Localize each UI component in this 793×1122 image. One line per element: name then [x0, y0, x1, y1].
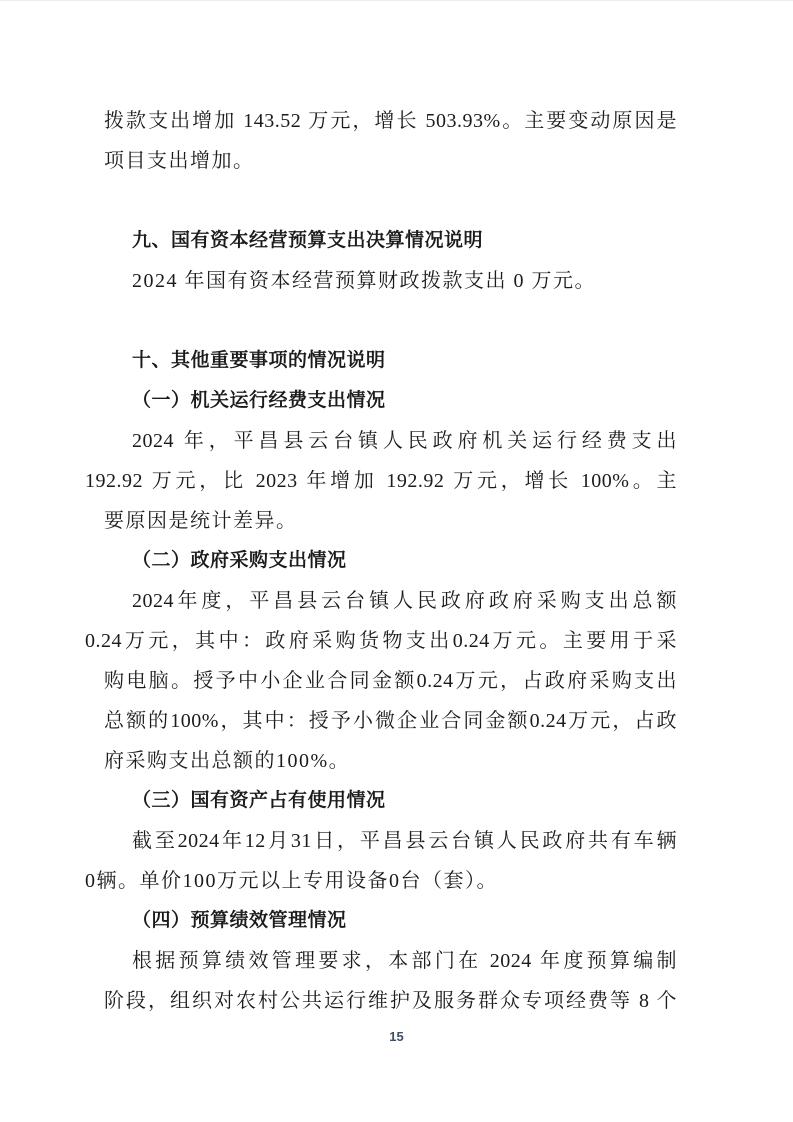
page-number: 15 [389, 1029, 404, 1044]
text-line: 府采购支出总额的100%。 [104, 750, 351, 772]
text-line: 根据预算绩效管理要求，本部门在 2024 年度预算编制 [132, 950, 677, 972]
text-line: 总额的100%，其中：授予小微企业合同金额0.24万元，占政 [104, 710, 677, 732]
section-heading: 十、其他重要事项的情况说明 [132, 350, 386, 371]
text-line: 拨款支出增加 143.52 万元，增长 503.93%。主要变动原因是 [104, 110, 677, 132]
blank-line [104, 181, 677, 221]
text-line: 截至2024年12月31日，平昌县云台镇人民政府共有车辆 [132, 830, 677, 852]
blank-line [104, 301, 677, 341]
section-heading: （三）国有资产占有使用情况 [132, 790, 386, 811]
text-line: 2024 年，平昌县云台镇人民政府机关运行经费支出 [132, 430, 677, 452]
section-heading: （四）预算绩效管理情况 [132, 910, 347, 931]
document-body [85, 101, 677, 1021]
text-line: 0.24万元，其中：政府采购货物支出0.24万元。主要用于采 [85, 630, 677, 652]
text-line: 192.92 万元，比 2023 年增加 192.92 万元，增长 100%。主 [85, 470, 677, 492]
text-line: 2024 年国有资本经营预算财政拨款支出 0 万元。 [132, 270, 596, 292]
text-line: 2024年度，平昌县云台镇人民政府政府采购支出总额 [132, 590, 677, 612]
text-line: 阶段，组织对农村公共运行维护及服务群众专项经费等 8 个 [104, 990, 677, 1012]
text-line: 0辆。单价100万元以上专用设备0台（套）。 [85, 870, 498, 892]
text-line: 项目支出增加。 [104, 150, 255, 172]
section-heading: 九、国有资本经营预算支出决算情况说明 [132, 230, 484, 251]
section-heading: （二）政府采购支出情况 [132, 550, 347, 571]
text-line: 购电脑。授予中小企业合同金额0.24万元，占政府采购支出 [104, 670, 677, 692]
text-line: 要原因是统计差异。 [104, 510, 298, 532]
section-heading: （一）机关运行经费支出情况 [132, 390, 386, 411]
